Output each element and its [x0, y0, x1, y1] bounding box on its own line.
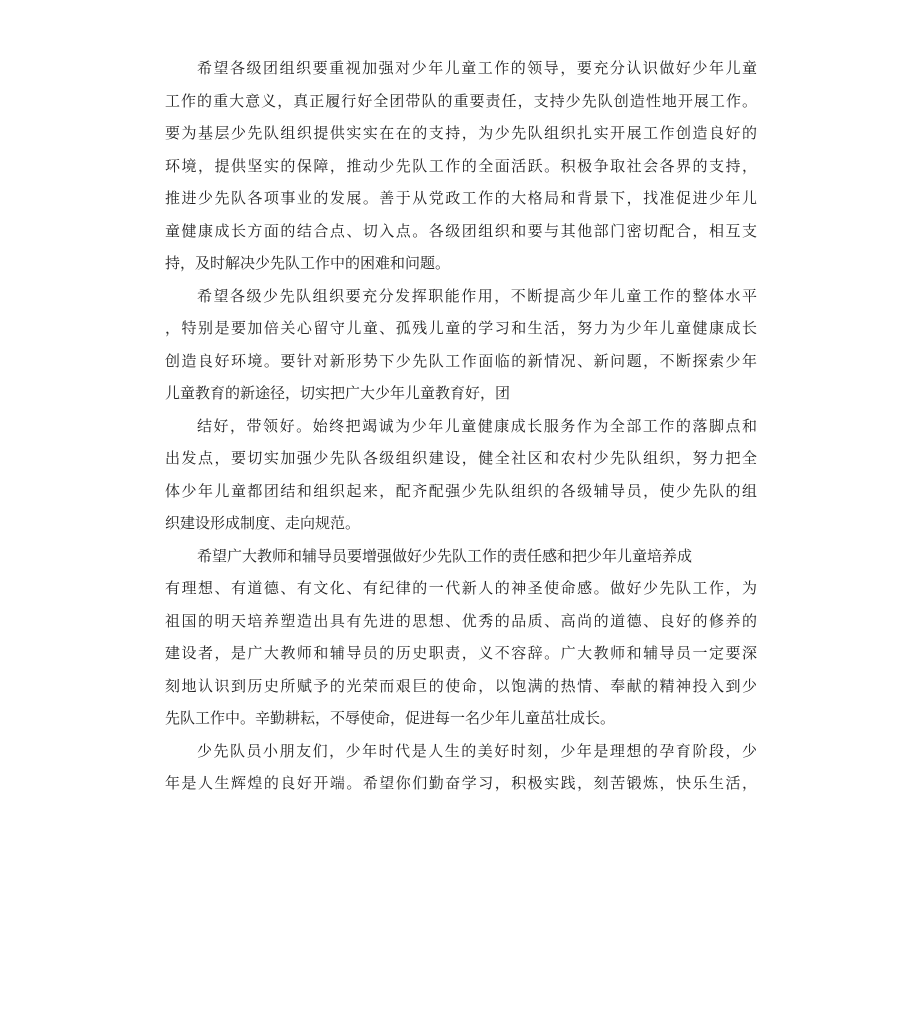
text-line: ，特别是要加倍关心留守儿童、孤残儿童的学习和生活，努力为少年儿童健康成长 [165, 319, 757, 337]
paragraph-3 [165, 410, 757, 540]
text-line: 要为基层少先队组织提供实实在在的支持，为少先队组织扎实开展工作创造良好的 [165, 124, 757, 142]
text-line: 有理想、有道德、有文化、有纪律的一代新人的神圣使命感。做好少先队工作，为 [165, 579, 757, 597]
text-line: 结好，带领好。始终把竭诚为少年儿童健康成长服务作为全部工作的落脚点和 [197, 416, 757, 435]
text-line: 少先队员小朋友们，少年时代是人生的美好时刻，少年是理想的孕育阶段，少 [197, 741, 757, 760]
text-line: 希望广大教师和辅导员要增强做好少先队工作的责任感和把少年儿童培养成 [197, 546, 693, 565]
text-line: 儿童教育的新途径，切实把广大少年儿童教育好，团 [165, 384, 511, 402]
text-line: 出发点，要切实加强少先队各级组织建设，健全社区和农村少先队组织，努力把全 [165, 449, 757, 467]
text-line: 童健康成长方面的结合点、切入点。各级团组织和要与其他部门密切配合，相互支 [165, 221, 757, 240]
text-line: 建设者，是广大教师和辅导员的历史职责，义不容辞。广大教师和辅导员一定要深 [165, 644, 757, 662]
text-line: 希望各级少先队组织要充分发挥职能作用，不断提高少年儿童工作的整体水平 [197, 286, 757, 305]
text-line: 环境，提供坚实的保障，推动少先队工作的全面活跃。积极争取社会各界的支持， [165, 156, 757, 175]
text-line: 先队工作中。辛勤耕耘，不辱使命，促进每一名少年儿童茁壮成长。 [165, 709, 616, 727]
text-line: 创造良好环境。要针对新形势下少先队工作面临的新情况、新问题，不断探索少年 [165, 351, 757, 370]
paragraph-5 [165, 735, 757, 800]
document-page [165, 52, 757, 800]
text-line: 持，及时解决少先队工作中的困难和问题。 [165, 254, 451, 272]
text-line: 体少年儿童都团结和组织起来，配齐配强少先队组织的各级辅导员，使少先队的组 [165, 481, 757, 500]
text-line: 刻地认识到历史所赋予的光荣而艰巨的使命，以饱满的热情、奉献的精神投入到少 [165, 676, 757, 695]
text-line: 工作的重大意义，真正履行好全团带队的重要责任，支持少先队创造性地开展工作。 [165, 91, 757, 110]
text-line: 织建设形成制度、走向规范。 [165, 514, 361, 532]
text-line: 推进少先队各项事业的发展。善于从党政工作的大格局和背景下，找准促进少年儿 [165, 189, 757, 207]
text-line: 希望各级团组织要重视加强对少年儿童工作的领导，要充分认识做好少年儿童 [197, 59, 757, 77]
text-line: 年是人生辉煌的良好开端。希望你们勤奋学习，积极实践，刻苦锻炼，快乐生活， [165, 774, 757, 792]
text-line: 祖国的明天培养塑造出具有先进的思想、优秀的品质、高尚的道德、良好的修养的 [165, 611, 757, 630]
paragraph-2 [165, 280, 757, 410]
paragraph-4 [165, 540, 757, 735]
paragraph-1 [165, 52, 757, 280]
